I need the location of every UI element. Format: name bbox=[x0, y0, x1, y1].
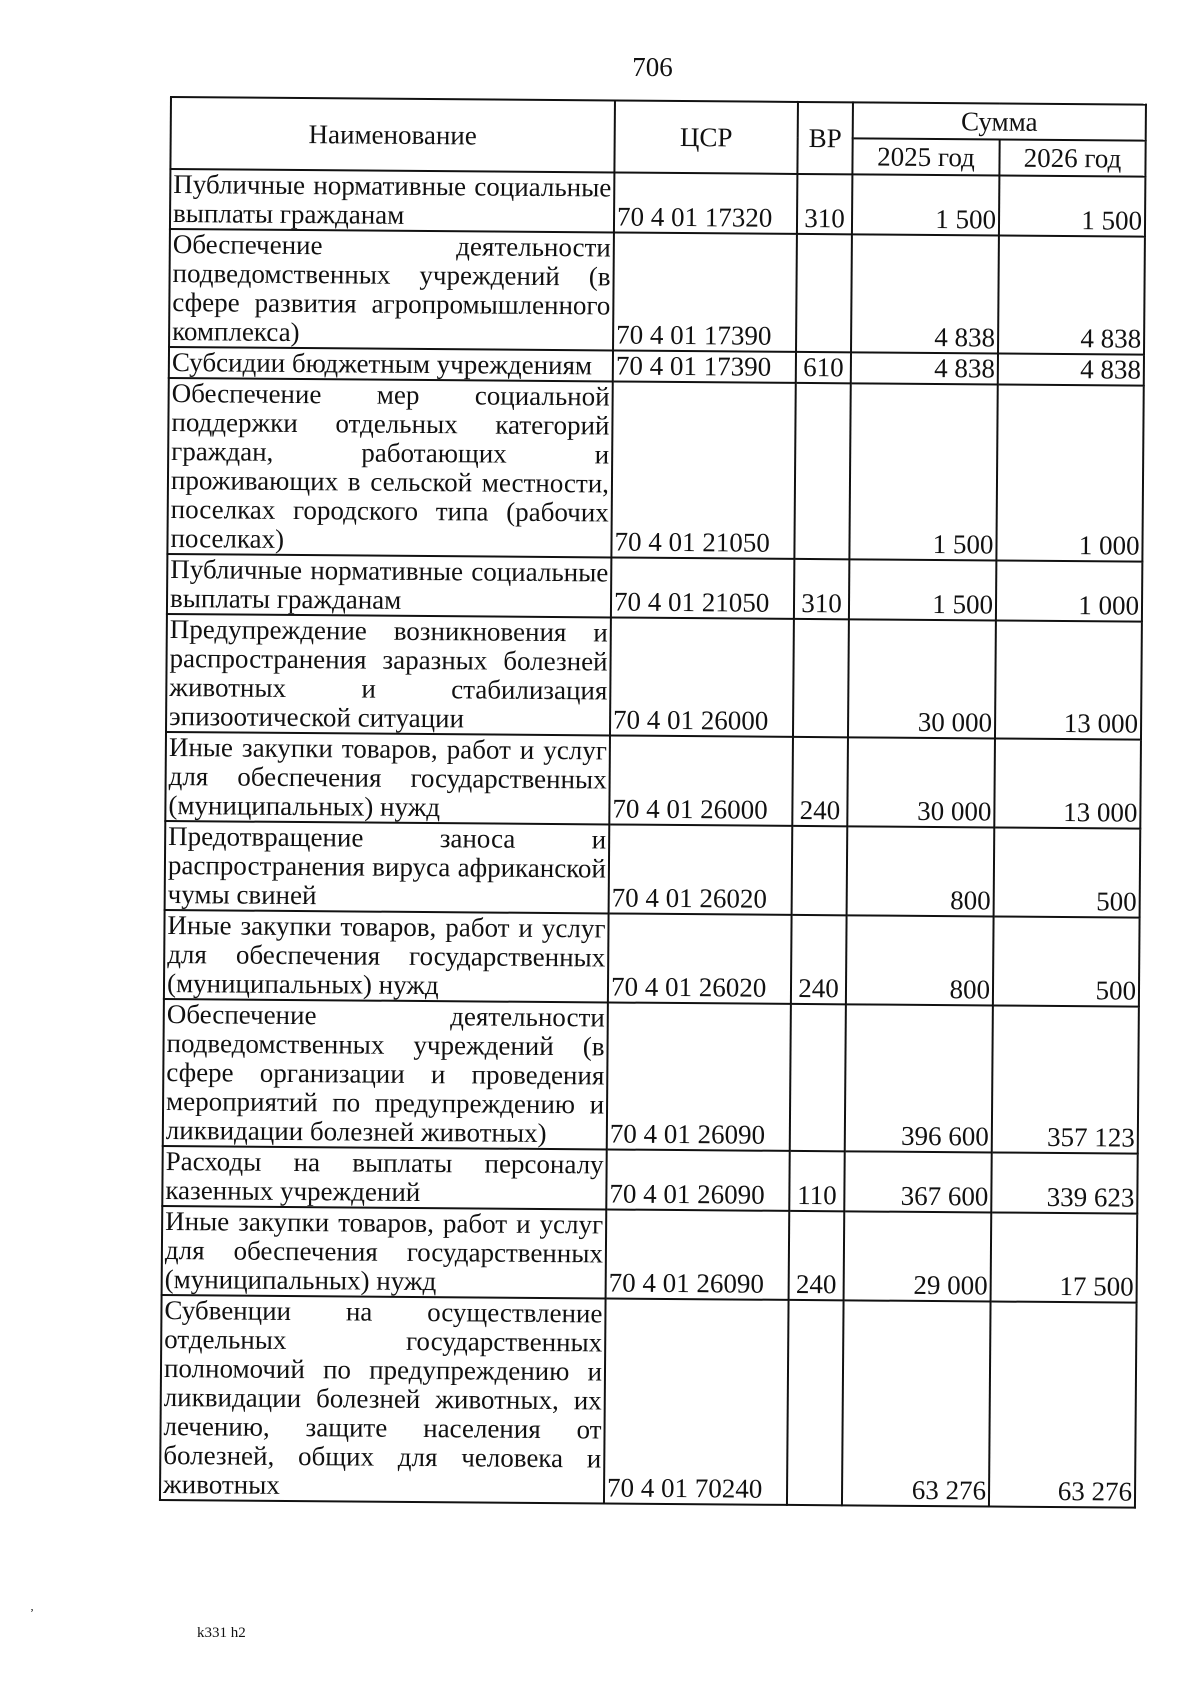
row-vr: 240 bbox=[792, 737, 848, 826]
table-body bbox=[160, 169, 1145, 1508]
row-csr: 70 4 01 26000 bbox=[610, 617, 794, 736]
row-amount-2026: 13 000 bbox=[995, 621, 1142, 740]
row-amount-2025: 1 500 bbox=[849, 383, 997, 560]
row-csr: 70 4 01 17320 bbox=[614, 172, 797, 233]
row-name: Иные закупки товаров, работ и услуг для обеспечения государственных (муниципальных) нужд bbox=[162, 1206, 607, 1298]
row-name: Расходы на выплаты персоналу казенных учреждений bbox=[162, 1146, 606, 1209]
page-number: 706 bbox=[632, 52, 673, 82]
row-vr: 610 bbox=[796, 352, 851, 383]
row-vr: 240 bbox=[791, 915, 847, 1004]
table-row bbox=[169, 229, 1145, 355]
table-header bbox=[170, 97, 1146, 177]
row-amount-2026: 17 500 bbox=[991, 1212, 1138, 1302]
row-amount-2026: 1 500 bbox=[999, 176, 1145, 237]
table-row bbox=[163, 999, 1139, 1154]
table-row bbox=[166, 614, 1142, 740]
row-amount-2025: 63 276 bbox=[842, 1300, 991, 1506]
row-amount-2026: 500 bbox=[994, 827, 1141, 917]
row-amount-2026: 500 bbox=[993, 916, 1140, 1006]
row-vr: 310 bbox=[794, 559, 849, 619]
row-csr: 70 4 01 26020 bbox=[608, 913, 792, 1003]
row-name: Иные закупки товаров, работ и услуг для обеспечения государственных (муниципальных) нужд bbox=[164, 910, 609, 1002]
row-csr: 70 4 01 26090 bbox=[606, 1149, 789, 1210]
row-csr: 70 4 01 26000 bbox=[609, 735, 793, 825]
row-name: Субвенции на осуществление отдельных государственных полномочий по предупреждению и ликвидации болезней животных, их лечению, защите населения от болезней, общих для человека и животных bbox=[160, 1295, 606, 1503]
header-year-2026: 2026 год bbox=[999, 140, 1145, 177]
row-csr: 70 4 01 26090 bbox=[607, 1002, 791, 1150]
table-row bbox=[170, 169, 1145, 237]
header-year-2025: 2025 год bbox=[852, 138, 999, 175]
row-amount-2025: 29 000 bbox=[844, 1211, 992, 1301]
row-vr bbox=[787, 1300, 844, 1505]
row-amount-2025: 800 bbox=[846, 915, 994, 1005]
scan-mark: ʼ bbox=[30, 1606, 34, 1620]
row-amount-2026: 1 000 bbox=[996, 385, 1143, 562]
row-vr: 110 bbox=[789, 1151, 844, 1211]
row-amount-2025: 30 000 bbox=[847, 737, 995, 827]
row-csr: 70 4 01 70240 bbox=[604, 1298, 789, 1504]
table-row bbox=[167, 378, 1143, 562]
row-vr bbox=[792, 826, 848, 915]
row-name: Обеспечение деятельности подведомственных учреждений (в сфере развития агропромышленного комплекса) bbox=[169, 229, 614, 350]
row-vr: 310 bbox=[797, 174, 852, 234]
row-name: Предупреждение возникновения и распространения заразных болезней животных и стабилизация эпизоотической ситуации bbox=[166, 614, 611, 735]
table-row bbox=[167, 554, 1142, 622]
row-vr bbox=[793, 619, 849, 737]
row-csr: 70 4 01 21050 bbox=[611, 381, 795, 558]
row-vr bbox=[794, 383, 850, 559]
table-row bbox=[162, 1146, 1137, 1214]
row-amount-2026: 13 000 bbox=[994, 738, 1141, 828]
row-amount-2025: 367 600 bbox=[844, 1151, 991, 1212]
row-amount-2025: 396 600 bbox=[845, 1004, 993, 1152]
header-name: Наименование bbox=[170, 97, 615, 172]
row-amount-2025: 30 000 bbox=[848, 619, 996, 738]
budget-table bbox=[159, 96, 1147, 1509]
header-vr: ВР bbox=[797, 102, 853, 174]
row-amount-2026: 4 838 bbox=[998, 236, 1145, 355]
header-sum: Сумма bbox=[853, 102, 1146, 140]
row-amount-2025: 1 500 bbox=[849, 559, 996, 620]
row-name: Публичные нормативные социальные выплаты гражданам bbox=[167, 554, 611, 617]
row-name: Публичные нормативные социальные выплаты гражданам bbox=[170, 169, 614, 232]
row-amount-2025: 4 838 bbox=[851, 234, 999, 353]
table-row bbox=[162, 1206, 1138, 1303]
header-csr: ЦСР bbox=[614, 100, 798, 173]
table-row bbox=[164, 910, 1140, 1007]
row-amount-2025: 4 838 bbox=[851, 352, 998, 384]
row-vr: 240 bbox=[789, 1211, 845, 1300]
row-amount-2025: 1 500 bbox=[852, 174, 999, 235]
row-amount-2026: 4 838 bbox=[998, 354, 1144, 386]
row-csr: 70 4 01 26090 bbox=[606, 1209, 790, 1299]
row-amount-2025: 800 bbox=[847, 826, 995, 916]
row-name: Субсидии бюджетным учреждениям bbox=[169, 347, 613, 381]
row-csr: 70 4 01 17390 bbox=[613, 232, 797, 351]
row-csr: 70 4 01 21050 bbox=[611, 557, 794, 618]
row-vr bbox=[790, 1004, 846, 1151]
row-amount-2026: 1 000 bbox=[996, 561, 1142, 622]
row-vr bbox=[796, 234, 852, 352]
row-csr: 70 4 01 26020 bbox=[609, 824, 793, 914]
row-name: Предотвращение заноса и распространения вируса африканской чумы свиней bbox=[165, 821, 610, 913]
row-csr: 70 4 01 17390 bbox=[613, 350, 796, 382]
row-name: Обеспечение деятельности подведомственных учреждений (в сфере организации и проведения мероприятий по предупреждению и ликвидации болезней животных) bbox=[163, 999, 608, 1149]
row-name: Обеспечение мер социальной поддержки отдельных категорий граждан, работающих и проживающих в сельской местности, поселках городского типа (рабочих поселках) bbox=[167, 378, 612, 557]
table-row bbox=[165, 821, 1141, 918]
row-name: Иные закупки товаров, работ и услуг для обеспечения государственных (муниципальных) нужд bbox=[165, 732, 610, 824]
table-row bbox=[165, 732, 1141, 829]
row-amount-2026: 339 623 bbox=[991, 1152, 1137, 1213]
row-amount-2026: 357 123 bbox=[992, 1005, 1139, 1153]
footer-code: k331 h2 bbox=[197, 1625, 246, 1641]
row-amount-2026: 63 276 bbox=[989, 1301, 1137, 1507]
table-row bbox=[160, 1295, 1137, 1508]
